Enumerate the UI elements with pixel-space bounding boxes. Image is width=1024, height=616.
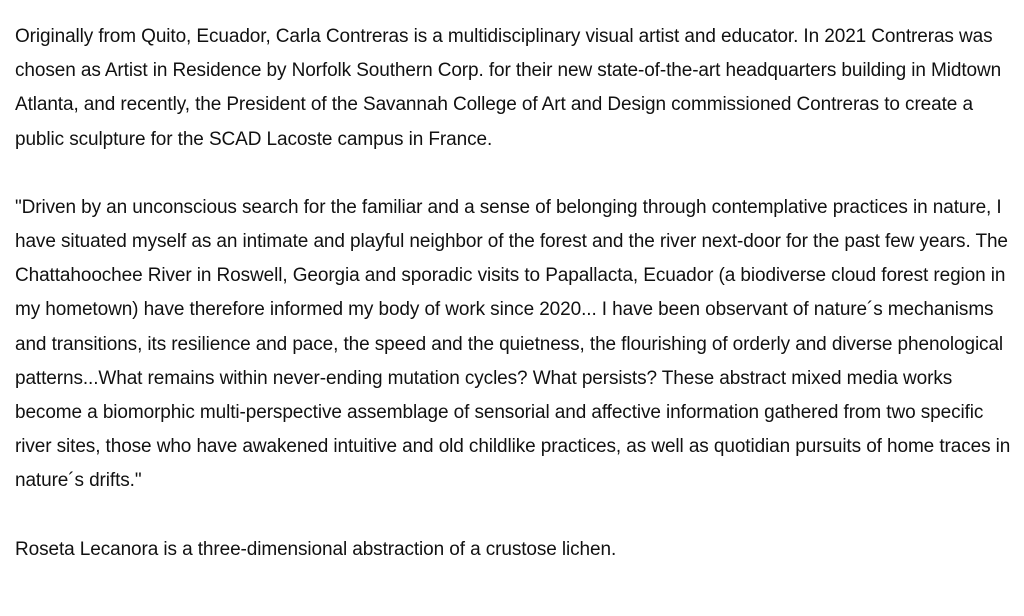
- bio-paragraph: Originally from Quito, Ecuador, Carla Contreras is a multidisciplinary visual artist and educator. In 2021 Contreras was chosen as Artist in Residence by Norfolk Southern Corp. for their new state-of-the-art headquarters building in Midtown Atlanta, and recently, the President of the Savannah College of Art and Design commissioned Contreras to create a public sculpture for the SCAD Lacoste campus in France.: [15, 26, 1002, 150]
- article-body: [15, 20, 1017, 567]
- paragraph-spacer: [15, 499, 1017, 533]
- paragraph-spacer: [15, 157, 1017, 191]
- artist-statement-quote: "Driven by an unconscious search for the familiar and a sense of belonging through contemplative practices in nature, I have situated myself as an intimate and playful neighbor of the forest and the river next-door for the past few years. The Chattahoochee River in Roswell, Georgia and sporadic visits to Papallacta, Ecuador (a biodiverse cloud forest region in my hometown) have therefore informed my body of work since 2020... I have been observant of nature´s mechanisms and transitions, its resilience and pace, the speed and the quietness, the flourishing of orderly and diverse phenological patterns...What remains within never-ending mutation cycles? What persists? These abstract mixed media works become a biomorphic multi-perspective assemblage of sensorial and affective information gathered from two specific river sites, those who have awakened intuitive and old childlike practices, as well as quotidian pursuits of home traces in nature´s drifts.": [15, 196, 1011, 492]
- artwork-description: Roseta Lecanora is a three-dimensional abstraction of a crustose lichen.: [15, 538, 617, 560]
